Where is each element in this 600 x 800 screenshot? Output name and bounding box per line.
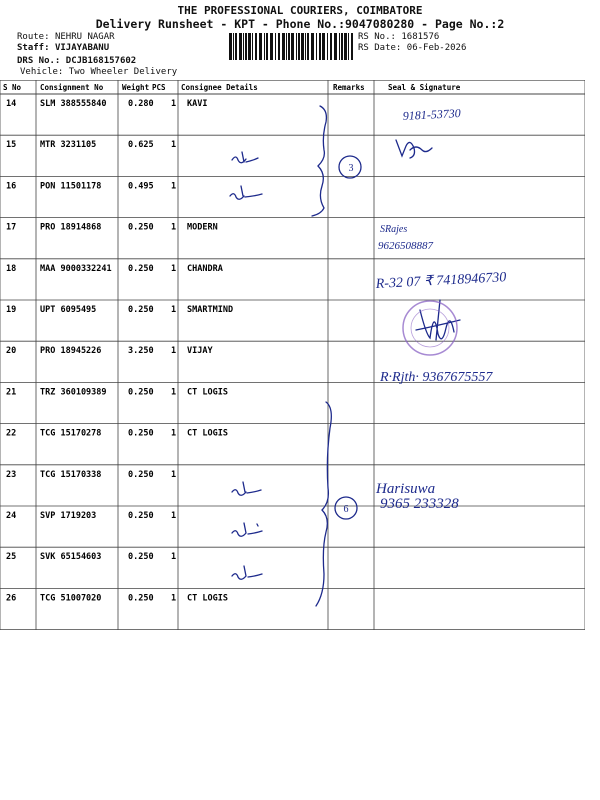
rs-no-line <box>358 32 439 42</box>
table-row <box>6 181 176 191</box>
handwritten-name: Harisuwa <box>376 481 436 497</box>
barcode-bar <box>248 33 251 60</box>
handwritten-note: R-32 07 ₹ 7418946730 <box>375 270 507 292</box>
route-value: NEHRU NAGAR <box>54 32 115 42</box>
barcode-bar <box>327 33 328 60</box>
row-consignee: VIJAY <box>187 346 213 357</box>
row-consignment: MAA 9000332241 <box>40 263 112 274</box>
row-weight: 0.280 <box>128 99 154 109</box>
row-consignment: SLM 388555840 <box>40 99 107 109</box>
col-header-remarks: Remarks <box>333 83 365 92</box>
barcode-bar <box>344 33 347 60</box>
row-sno: 16 <box>6 181 17 192</box>
row-weight: 3.250 <box>128 346 154 357</box>
row-consignment: SVK 65154603 <box>40 552 102 563</box>
barcode-bar <box>307 33 309 60</box>
barcode-bar <box>229 33 232 60</box>
route-label: Route: <box>17 32 50 42</box>
handwritten-signature-row17: SRajes <box>380 224 408 235</box>
row-sno: 17 <box>6 222 17 233</box>
rs-date-label: RS Date: <box>358 43 402 53</box>
barcode-bar <box>288 33 290 60</box>
col-header-weight: Weight <box>122 83 150 92</box>
route-line <box>17 32 115 42</box>
barcode-bar <box>316 33 317 60</box>
barcode-bar <box>235 33 237 60</box>
row-consignment: TCG 51007020 <box>40 593 102 604</box>
row-sno: 23 <box>6 469 17 480</box>
row-sno: 14 <box>6 99 17 109</box>
col-header-sno: S No <box>3 83 22 92</box>
row-weight: 0.250 <box>128 305 154 315</box>
barcode-bar <box>341 33 343 60</box>
barcode-bar <box>239 33 242 60</box>
row-sno: 18 <box>6 263 17 274</box>
brace-count-top: 3 <box>348 163 354 174</box>
company-name: THE PROFESSIONAL COURIERS, COIMBATORE <box>177 4 423 17</box>
row-consignee: MODERN <box>187 222 218 233</box>
rs-date-value: 06-Feb-2026 <box>406 43 467 53</box>
row-pcs: 1 <box>171 387 177 398</box>
handwritten-phone: 9181-53730 <box>402 105 462 123</box>
barcode-bar <box>348 33 349 60</box>
row-consignment: TCG 15170278 <box>40 428 102 439</box>
table-row <box>6 429 228 439</box>
table-row <box>6 387 228 397</box>
barcode-image <box>229 33 355 60</box>
barcode-bar <box>255 33 257 60</box>
table-row <box>6 223 218 233</box>
barcode-bar <box>243 33 244 60</box>
row-weight: 0.250 <box>128 387 154 398</box>
barcode-bar <box>264 33 265 60</box>
barcode-bar <box>301 33 304 60</box>
row-pcs: 1 <box>171 511 177 521</box>
barcode-bar <box>351 33 353 60</box>
barcode-bar <box>311 33 314 60</box>
drs-label: DRS No.: <box>17 56 61 66</box>
row-pcs: 1 <box>171 428 177 439</box>
vehicle-label: Vehicle: <box>20 67 64 77</box>
runsheet-table <box>0 80 585 630</box>
barcode-bar <box>266 33 268 60</box>
vehicle-line <box>20 67 177 77</box>
table-row <box>6 264 223 274</box>
row-consignment: PRO 18914868 <box>40 222 102 233</box>
staff-value: VIJAYABANU <box>54 43 110 53</box>
table-header <box>3 83 461 92</box>
row-weight: 0.250 <box>128 511 154 521</box>
row-weight: 0.625 <box>128 140 154 151</box>
barcode-bar <box>282 33 285 60</box>
drs-value: DCJB168157602 <box>65 56 137 66</box>
handwritten-note: R·Rjth· 9367675557 <box>380 370 493 385</box>
barcode-bar <box>275 33 276 60</box>
rs-no-value: 1681576 <box>401 32 440 42</box>
row-pcs: 1 <box>171 305 177 315</box>
row-consignment: PRO 18945226 <box>40 346 102 357</box>
row-pcs: 1 <box>171 263 177 274</box>
row-consignment: UPT 6095495 <box>40 305 97 315</box>
row-consignment: SVP 1719203 <box>40 511 97 521</box>
col-header-pcs: PCS <box>152 83 166 92</box>
barcode-bar <box>339 33 340 60</box>
row-consignee: CHANDRA <box>187 263 223 274</box>
barcode-bar <box>305 33 306 60</box>
barcode-bar <box>319 33 321 60</box>
handwritten-phone: 9626508887 <box>378 240 433 252</box>
barcode-bar <box>245 33 247 60</box>
barcode-bar <box>334 33 337 60</box>
row-consignee: SMARTMIND <box>187 305 234 315</box>
row-consignment: TRZ 360109389 <box>40 387 107 398</box>
row-consignment: TCG 15170338 <box>40 469 102 480</box>
barcode-bar <box>291 33 294 60</box>
barcode-bar <box>233 33 234 60</box>
table-row <box>6 511 176 521</box>
row-consignee: KAVI <box>187 99 208 109</box>
row-pcs: 1 <box>171 593 177 604</box>
row-weight: 0.250 <box>128 263 154 274</box>
row-pcs: 1 <box>171 222 177 233</box>
row-sno: 15 <box>6 140 17 151</box>
row-sno: 25 <box>6 552 17 563</box>
table-row <box>6 140 176 150</box>
col-header-consignment: Consignment No <box>40 83 104 92</box>
row-pcs: 1 <box>171 552 177 563</box>
col-header-seal: Seal & Signature <box>388 83 461 92</box>
barcode-bar <box>252 33 253 60</box>
runsheet-title: Delivery Runsheet - KPT - Phone No.:9047080280 - Page No.:2 <box>95 17 505 31</box>
row-pcs: 1 <box>171 181 177 192</box>
row-sno: 22 <box>6 428 17 439</box>
row-sno: 21 <box>6 387 17 398</box>
row-sno: 19 <box>6 305 17 315</box>
barcode-bar <box>298 33 300 60</box>
table-row <box>6 305 233 315</box>
row-weight: 0.250 <box>128 222 154 233</box>
row-consignee: CT LOGIS <box>187 593 228 604</box>
handwritten-phone: 9365 233328 <box>380 496 459 512</box>
brace-count-bottom: 6 <box>343 504 349 515</box>
barcode-bar <box>259 33 262 60</box>
drs-line <box>17 56 136 66</box>
staff-label: Staff: <box>17 43 50 53</box>
row-pcs: 1 <box>171 99 177 109</box>
row-weight: 0.250 <box>128 552 154 563</box>
table-row <box>6 593 228 603</box>
row-consignment: PON 11501178 <box>40 181 102 192</box>
row-sno: 20 <box>6 346 17 357</box>
row-weight: 0.250 <box>128 593 154 604</box>
row-consignee: CT LOGIS <box>187 387 228 398</box>
barcode-bar <box>270 33 273 60</box>
row-sno: 24 <box>6 511 17 521</box>
table-row <box>6 470 176 480</box>
col-header-consignee: Consignee Details <box>181 83 258 92</box>
barcode-bar <box>296 33 297 60</box>
row-pcs: 1 <box>171 469 177 480</box>
row-weight: 0.495 <box>128 181 154 192</box>
barcode-bar <box>322 33 325 60</box>
rs-date-line <box>358 43 466 53</box>
row-sno: 26 <box>6 593 17 604</box>
barcode-bar <box>286 33 287 60</box>
barcode-bar <box>278 33 280 60</box>
row-weight: 0.250 <box>128 428 154 439</box>
barcode-bar <box>330 33 332 60</box>
table-rows <box>6 99 233 603</box>
row-pcs: 1 <box>171 140 177 151</box>
table-row <box>6 552 176 562</box>
row-pcs: 1 <box>171 346 177 357</box>
row-consignee: CT LOGIS <box>187 428 228 439</box>
table-row <box>6 346 213 356</box>
staff-line <box>17 43 109 53</box>
vehicle-value: Two Wheeler Delivery <box>68 67 178 77</box>
row-consignment: MTR 3231105 <box>40 140 97 151</box>
row-weight: 0.250 <box>128 469 154 480</box>
rs-no-label: RS No.: <box>358 32 396 42</box>
